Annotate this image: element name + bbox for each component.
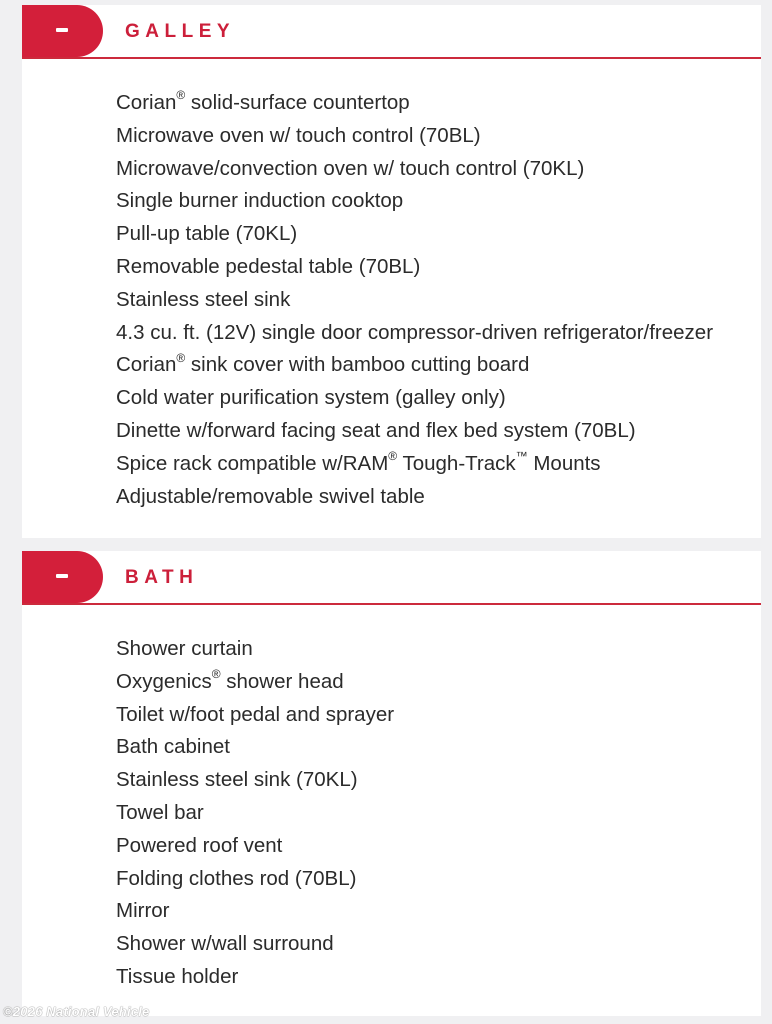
item-text: Tissue holder — [116, 964, 239, 988]
galley-section — [22, 5, 761, 538]
trademark-symbol: ® — [388, 448, 398, 463]
list-item — [116, 699, 394, 732]
list-item — [116, 481, 713, 514]
bath-feature-list — [116, 633, 394, 994]
bath-section — [22, 551, 761, 1016]
list-item — [116, 961, 394, 994]
galley-collapse-button[interactable] — [22, 5, 103, 57]
minus-icon — [56, 574, 68, 578]
list-item — [116, 731, 394, 764]
trademark-symbol: ® — [211, 666, 221, 681]
item-text: Oxygenics — [116, 669, 212, 693]
list-item — [116, 928, 394, 961]
item-text: Mounts — [527, 451, 601, 475]
list-item — [116, 863, 394, 896]
item-text: Powered roof vent — [116, 833, 283, 857]
item-text: Microwave oven w/ touch control (70BL) — [116, 123, 481, 147]
list-item — [116, 764, 394, 797]
item-text: Cold water purification system (galley only) — [116, 386, 506, 410]
list-item — [116, 797, 394, 830]
list-item — [116, 830, 394, 863]
trademark-symbol: ™ — [515, 448, 528, 463]
item-text: Folding clothes rod (70BL) — [116, 866, 357, 890]
item-text: Shower curtain — [116, 637, 253, 660]
item-text: Single burner induction cooktop — [116, 189, 404, 213]
list-item — [116, 284, 713, 317]
list-item — [116, 185, 713, 218]
list-item — [116, 448, 713, 481]
item-text: Towel bar — [116, 800, 204, 824]
item-text: Pull-up table (70KL) — [116, 222, 298, 246]
item-text: Bath cabinet — [116, 735, 230, 759]
item-text: Toilet w/foot pedal and sprayer — [116, 702, 395, 726]
galley-header[interactable] — [22, 5, 761, 61]
item-text: Shower w/wall surround — [116, 932, 334, 956]
list-item — [116, 666, 394, 699]
item-text: Tough-Track — [397, 451, 516, 475]
item-text: Mirror — [116, 899, 170, 923]
list-item — [116, 120, 713, 153]
copyright-watermark: ©2026 National Vehicle — [3, 1004, 150, 1019]
item-text: Spice rack compatible w/RAM — [116, 451, 389, 475]
list-item — [116, 87, 713, 120]
list-item — [116, 251, 713, 284]
item-text: Removable pedestal table (70BL) — [116, 254, 421, 278]
list-item — [116, 895, 394, 928]
list-item — [116, 382, 713, 415]
galley-divider — [22, 57, 761, 59]
bath-divider — [22, 603, 761, 605]
item-text: Microwave/convection oven w/ touch control (70KL) — [116, 156, 585, 180]
trademark-symbol: ® — [176, 350, 186, 365]
item-text: Corian — [116, 353, 177, 377]
item-text: Adjustable/removable swivel table — [116, 484, 425, 508]
bath-collapse-button[interactable] — [22, 551, 103, 603]
list-item — [116, 349, 713, 382]
list-item — [116, 415, 713, 448]
minus-icon — [56, 28, 68, 32]
list-item — [116, 153, 713, 186]
bath-title: BATH — [125, 567, 199, 588]
item-text: shower head — [220, 669, 344, 693]
item-text: solid-surface countertop — [185, 91, 410, 114]
galley-title: GALLEY — [125, 21, 236, 42]
item-text: Stainless steel sink — [116, 287, 291, 311]
item-text: Corian — [116, 91, 177, 114]
item-text: 4.3 cu. ft. (12V) single door compressor-driven refrigerator/freezer — [116, 320, 714, 344]
item-text: sink cover with bamboo cutting board — [185, 353, 530, 377]
item-text: Dinette w/forward facing seat and flex bed system (70BL) — [116, 418, 636, 442]
trademark-symbol: ® — [176, 88, 186, 103]
list-item — [116, 633, 394, 666]
list-item — [116, 317, 713, 350]
bath-header[interactable] — [22, 551, 761, 607]
item-text: Stainless steel sink (70KL) — [116, 768, 358, 792]
list-item — [116, 218, 713, 251]
galley-feature-list — [116, 87, 713, 513]
